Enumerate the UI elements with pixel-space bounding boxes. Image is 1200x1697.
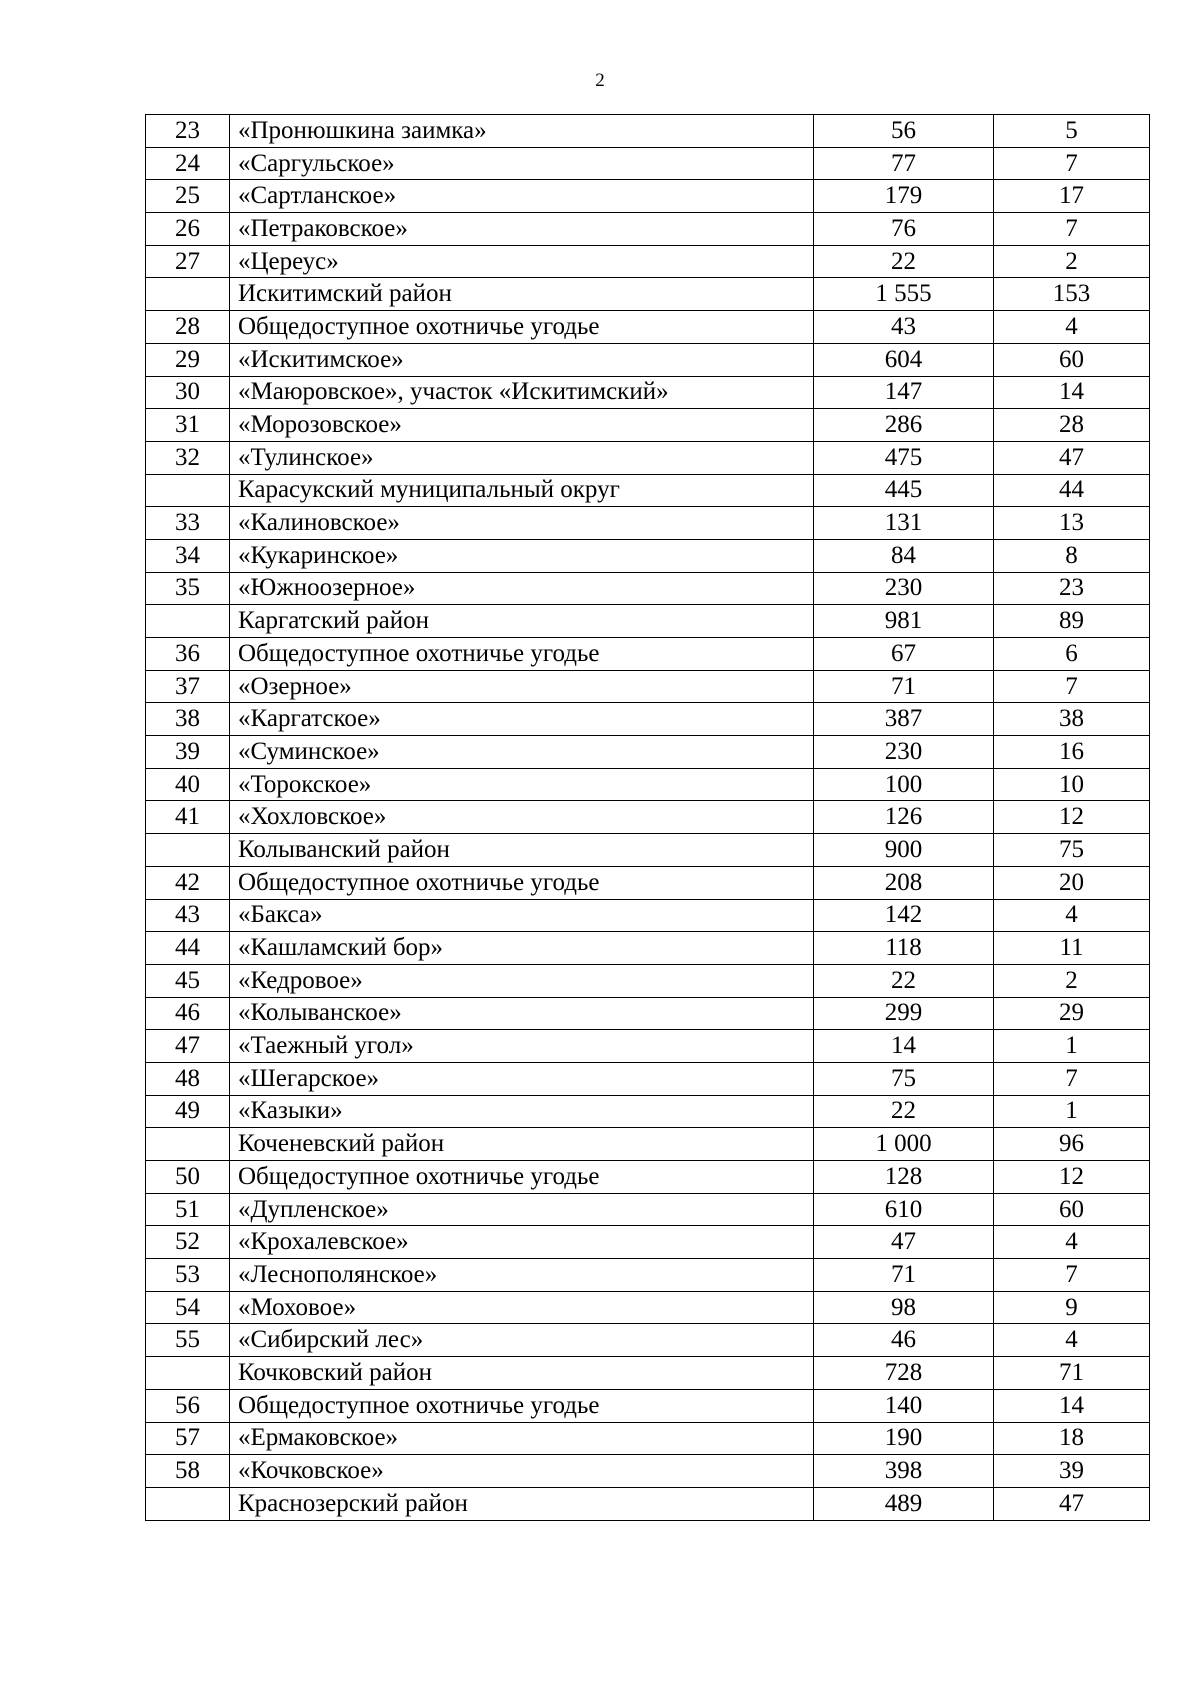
row-number (146, 834, 230, 867)
row-number: 27 (146, 245, 230, 278)
row-value-1: 84 (814, 539, 994, 572)
row-value-1: 98 (814, 1291, 994, 1324)
table-row (146, 115, 1150, 148)
row-value-1: 118 (814, 932, 994, 965)
row-number: 53 (146, 1259, 230, 1292)
table-row (146, 736, 1150, 769)
row-number: 56 (146, 1389, 230, 1422)
row-value-1: 128 (814, 1161, 994, 1194)
row-number: 43 (146, 899, 230, 932)
quota-table (145, 114, 1150, 1521)
row-value-1: 604 (814, 343, 994, 376)
row-number: 46 (146, 997, 230, 1030)
row-value-2: 12 (994, 801, 1150, 834)
row-value-1: 131 (814, 507, 994, 540)
row-number: 39 (146, 736, 230, 769)
row-name: «Колыванское» (230, 997, 814, 1030)
row-number: 51 (146, 1193, 230, 1226)
table-row (146, 245, 1150, 278)
row-value-2: 7 (994, 670, 1150, 703)
row-number: 54 (146, 1291, 230, 1324)
row-value-1: 1 555 (814, 278, 994, 311)
row-value-1: 142 (814, 899, 994, 932)
row-value-1: 230 (814, 736, 994, 769)
row-value-1: 47 (814, 1226, 994, 1259)
row-name: «Кочковское» (230, 1455, 814, 1488)
table-row (146, 964, 1150, 997)
table-row (146, 213, 1150, 246)
row-value-1: 22 (814, 1095, 994, 1128)
row-value-2: 1 (994, 1095, 1150, 1128)
row-name: «Кукаринское» (230, 539, 814, 572)
row-name: «Сибирский лес» (230, 1324, 814, 1357)
table-row (146, 1030, 1150, 1063)
row-value-2: 11 (994, 932, 1150, 965)
table-row (146, 1291, 1150, 1324)
district-total-row (146, 1357, 1150, 1390)
row-value-2: 7 (994, 1259, 1150, 1292)
row-value-1: 981 (814, 605, 994, 638)
row-value-2: 38 (994, 703, 1150, 736)
row-value-2: 4 (994, 1226, 1150, 1259)
row-number: 32 (146, 441, 230, 474)
row-name: «Озерное» (230, 670, 814, 703)
row-value-2: 47 (994, 441, 1150, 474)
row-value-1: 14 (814, 1030, 994, 1063)
row-name: «Сартланское» (230, 180, 814, 213)
row-number (146, 1487, 230, 1520)
row-name: «Петраковское» (230, 213, 814, 246)
row-name: Общедоступное охотничье угодье (230, 866, 814, 899)
row-number: 35 (146, 572, 230, 605)
district-total-row (146, 474, 1150, 507)
table-row (146, 507, 1150, 540)
district-total-row (146, 834, 1150, 867)
table-row (146, 638, 1150, 671)
row-value-2: 4 (994, 311, 1150, 344)
row-number: 26 (146, 213, 230, 246)
row-value-1: 1 000 (814, 1128, 994, 1161)
row-value-1: 230 (814, 572, 994, 605)
row-value-1: 76 (814, 213, 994, 246)
table-row (146, 1193, 1150, 1226)
row-number: 34 (146, 539, 230, 572)
table-row (146, 1422, 1150, 1455)
row-value-2: 153 (994, 278, 1150, 311)
row-name: «Дупленское» (230, 1193, 814, 1226)
row-name: «Кедровое» (230, 964, 814, 997)
row-number: 58 (146, 1455, 230, 1488)
row-value-1: 46 (814, 1324, 994, 1357)
table-row (146, 899, 1150, 932)
row-name: «Торокское» (230, 768, 814, 801)
row-value-2: 14 (994, 376, 1150, 409)
row-value-2: 9 (994, 1291, 1150, 1324)
table-row (146, 1161, 1150, 1194)
row-name: «Шегарское» (230, 1062, 814, 1095)
table-row (146, 932, 1150, 965)
row-value-1: 179 (814, 180, 994, 213)
table-row (146, 703, 1150, 736)
row-value-2: 6 (994, 638, 1150, 671)
row-value-2: 7 (994, 1062, 1150, 1095)
row-name: «Суминское» (230, 736, 814, 769)
row-value-2: 29 (994, 997, 1150, 1030)
row-value-1: 286 (814, 409, 994, 442)
table-row (146, 311, 1150, 344)
table-row (146, 539, 1150, 572)
row-name: «Бакса» (230, 899, 814, 932)
row-name: Общедоступное охотничье угодье (230, 311, 814, 344)
row-value-2: 60 (994, 1193, 1150, 1226)
row-number: 47 (146, 1030, 230, 1063)
row-value-2: 5 (994, 115, 1150, 148)
row-value-2: 12 (994, 1161, 1150, 1194)
row-name: «Ермаковское» (230, 1422, 814, 1455)
row-value-2: 16 (994, 736, 1150, 769)
row-name: Коченевский район (230, 1128, 814, 1161)
table-row (146, 147, 1150, 180)
table-row (146, 180, 1150, 213)
row-number: 42 (146, 866, 230, 899)
row-value-2: 7 (994, 213, 1150, 246)
row-value-1: 475 (814, 441, 994, 474)
row-value-1: 489 (814, 1487, 994, 1520)
table-row (146, 670, 1150, 703)
row-value-2: 4 (994, 1324, 1150, 1357)
table-body (146, 115, 1150, 1521)
row-value-2: 39 (994, 1455, 1150, 1488)
row-number (146, 1128, 230, 1161)
row-value-1: 71 (814, 670, 994, 703)
row-value-1: 610 (814, 1193, 994, 1226)
row-name: Искитимский район (230, 278, 814, 311)
row-number: 52 (146, 1226, 230, 1259)
row-value-1: 900 (814, 834, 994, 867)
row-number (146, 1357, 230, 1390)
table-row (146, 1259, 1150, 1292)
row-name: «Тулинское» (230, 441, 814, 474)
row-name: «Морозовское» (230, 409, 814, 442)
row-value-2: 89 (994, 605, 1150, 638)
row-number (146, 605, 230, 638)
row-value-2: 2 (994, 245, 1150, 278)
district-total-row (146, 1128, 1150, 1161)
row-value-2: 1 (994, 1030, 1150, 1063)
row-name: Кочковский район (230, 1357, 814, 1390)
table-row (146, 376, 1150, 409)
row-number: 23 (146, 115, 230, 148)
row-number: 25 (146, 180, 230, 213)
table-row (146, 1226, 1150, 1259)
table-row (146, 343, 1150, 376)
row-number: 37 (146, 670, 230, 703)
row-name: «Саргульское» (230, 147, 814, 180)
row-value-1: 299 (814, 997, 994, 1030)
row-value-1: 67 (814, 638, 994, 671)
row-name: Общедоступное охотничье угодье (230, 1389, 814, 1422)
row-name: «Каргатское» (230, 703, 814, 736)
row-value-2: 47 (994, 1487, 1150, 1520)
row-number: 36 (146, 638, 230, 671)
row-value-1: 71 (814, 1259, 994, 1292)
row-value-2: 2 (994, 964, 1150, 997)
row-value-2: 44 (994, 474, 1150, 507)
row-value-2: 7 (994, 147, 1150, 180)
district-total-row (146, 605, 1150, 638)
row-value-2: 28 (994, 409, 1150, 442)
table-row (146, 409, 1150, 442)
table-row (146, 866, 1150, 899)
row-value-2: 60 (994, 343, 1150, 376)
row-number: 40 (146, 768, 230, 801)
row-name: «Калиновское» (230, 507, 814, 540)
row-value-2: 13 (994, 507, 1150, 540)
row-value-1: 43 (814, 311, 994, 344)
table-row (146, 997, 1150, 1030)
row-name: Карасукский муниципальный округ (230, 474, 814, 507)
row-value-1: 77 (814, 147, 994, 180)
row-value-1: 22 (814, 245, 994, 278)
row-value-1: 75 (814, 1062, 994, 1095)
row-number (146, 474, 230, 507)
row-number: 48 (146, 1062, 230, 1095)
row-number: 50 (146, 1161, 230, 1194)
table-row (146, 1324, 1150, 1357)
row-number: 28 (146, 311, 230, 344)
row-value-1: 387 (814, 703, 994, 736)
row-number: 29 (146, 343, 230, 376)
row-number: 30 (146, 376, 230, 409)
row-value-1: 147 (814, 376, 994, 409)
row-name: «Казыки» (230, 1095, 814, 1128)
row-value-1: 56 (814, 115, 994, 148)
table-row (146, 441, 1150, 474)
table-row (146, 572, 1150, 605)
row-name: «Пронюшкина заимка» (230, 115, 814, 148)
row-value-1: 190 (814, 1422, 994, 1455)
row-value-1: 208 (814, 866, 994, 899)
row-name: Общедоступное охотничье угодье (230, 638, 814, 671)
row-number: 45 (146, 964, 230, 997)
row-value-2: 75 (994, 834, 1150, 867)
row-value-2: 18 (994, 1422, 1150, 1455)
table-row (146, 1062, 1150, 1095)
row-number: 44 (146, 932, 230, 965)
row-name: Краснозерский район (230, 1487, 814, 1520)
row-number: 49 (146, 1095, 230, 1128)
row-value-1: 22 (814, 964, 994, 997)
row-name: «Моховое» (230, 1291, 814, 1324)
district-total-row (146, 1487, 1150, 1520)
row-value-2: 71 (994, 1357, 1150, 1390)
row-number: 31 (146, 409, 230, 442)
row-name: Общедоступное охотничье угодье (230, 1161, 814, 1194)
row-value-1: 398 (814, 1455, 994, 1488)
row-value-2: 17 (994, 180, 1150, 213)
row-number: 41 (146, 801, 230, 834)
row-value-1: 445 (814, 474, 994, 507)
row-name: «Цереус» (230, 245, 814, 278)
row-name: «Хохловское» (230, 801, 814, 834)
row-value-1: 140 (814, 1389, 994, 1422)
table-row (146, 768, 1150, 801)
row-value-1: 728 (814, 1357, 994, 1390)
district-total-row (146, 278, 1150, 311)
row-name: «Искитимское» (230, 343, 814, 376)
row-name: «Леснополянское» (230, 1259, 814, 1292)
row-number: 57 (146, 1422, 230, 1455)
row-value-2: 20 (994, 866, 1150, 899)
row-number: 33 (146, 507, 230, 540)
row-name: Каргатский район (230, 605, 814, 638)
row-name: «Южноозерное» (230, 572, 814, 605)
table-row (146, 1455, 1150, 1488)
row-name: «Таежный угол» (230, 1030, 814, 1063)
row-name: Колыванский район (230, 834, 814, 867)
row-number (146, 278, 230, 311)
page-number: 2 (595, 70, 605, 91)
row-value-2: 10 (994, 768, 1150, 801)
row-value-2: 4 (994, 899, 1150, 932)
row-value-2: 14 (994, 1389, 1150, 1422)
row-number: 38 (146, 703, 230, 736)
row-value-1: 100 (814, 768, 994, 801)
row-value-2: 23 (994, 572, 1150, 605)
row-name: «Кашламский бор» (230, 932, 814, 965)
row-name: «Маюровское», участок «Искитимский» (230, 376, 814, 409)
table-row (146, 1389, 1150, 1422)
table-row (146, 801, 1150, 834)
row-number: 55 (146, 1324, 230, 1357)
row-name: «Крохалевское» (230, 1226, 814, 1259)
row-value-2: 96 (994, 1128, 1150, 1161)
row-number: 24 (146, 147, 230, 180)
table-row (146, 1095, 1150, 1128)
row-value-1: 126 (814, 801, 994, 834)
row-value-2: 8 (994, 539, 1150, 572)
